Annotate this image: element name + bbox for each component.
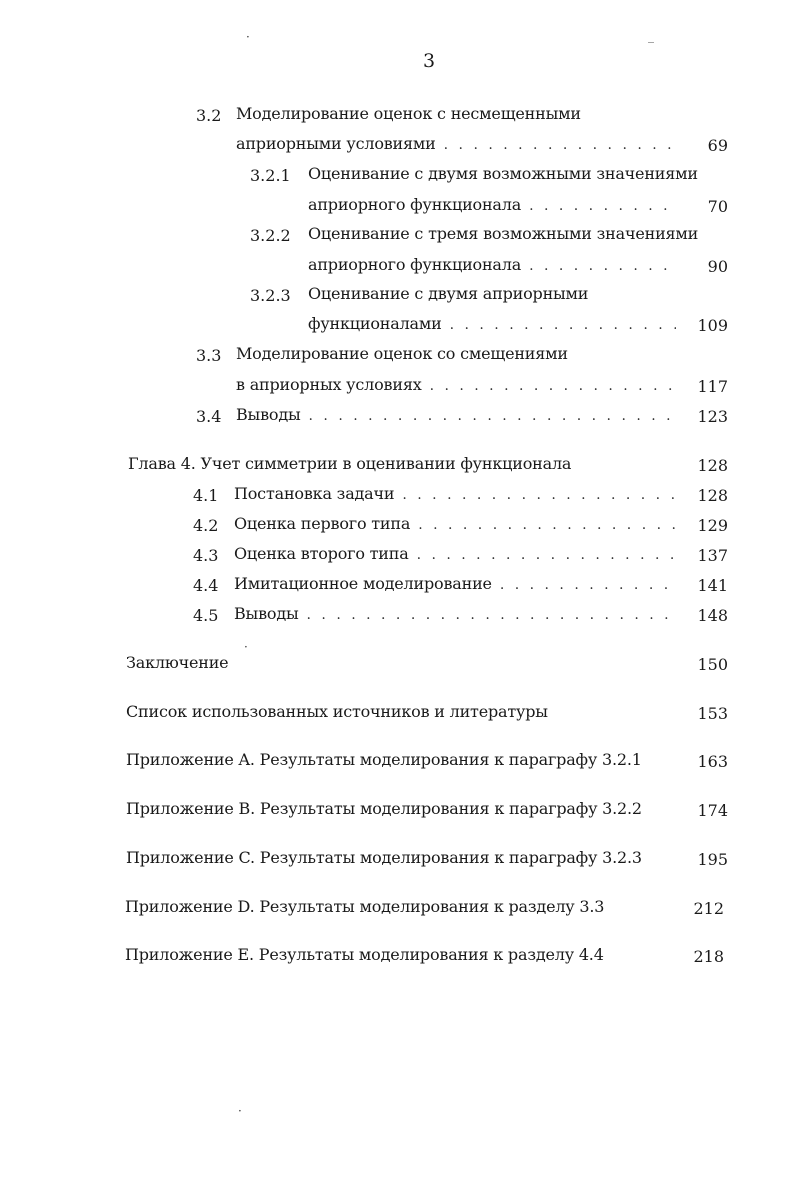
toc-entry-title: Оценивание с двумя возможными значениями <box>308 164 698 183</box>
toc-dot-leader <box>529 198 676 214</box>
toc-entry-title: априорного функционала <box>308 255 522 274</box>
toc-page-number: 137 <box>697 546 728 565</box>
toc-dot-leader <box>450 317 676 333</box>
toc-page-number: 128 <box>697 456 728 475</box>
toc-entry-title: Моделирование оценок со смещениями <box>236 344 568 363</box>
toc-appendix-title: Приложение B. Результаты моделирования к параграфу 3.2.2 <box>126 799 642 818</box>
toc-section-number: 4.4 <box>193 576 219 595</box>
scan-speck: ‾ <box>648 40 654 54</box>
toc-entry-title: Оценка второго типа <box>234 544 409 563</box>
toc-entry[interactable] <box>234 484 682 510</box>
toc-entry[interactable] <box>308 314 682 340</box>
toc-page-number: 70 <box>707 197 728 216</box>
toc-page-number: 123 <box>697 407 728 426</box>
toc-entry-title: Постановка задачи <box>234 484 395 503</box>
toc-entry[interactable] <box>308 195 682 221</box>
toc-section-number: 3.2.1 <box>250 166 291 185</box>
page-number: 3 <box>422 50 436 72</box>
toc-appendix[interactable] <box>126 799 642 825</box>
toc-page-number: 212 <box>693 899 724 918</box>
toc-appendix-title: Приложение A. Результаты моделирования к параграфу 3.2.1 <box>126 750 642 769</box>
scan-speck: · <box>238 1104 242 1118</box>
toc-appendix[interactable] <box>125 945 604 971</box>
toc-appendix-title: Приложение C. Результаты моделирования к параграфу 3.2.3 <box>126 848 642 867</box>
toc-entry[interactable] <box>234 604 682 630</box>
toc-entry[interactable] <box>234 514 682 540</box>
toc-section-number: 3.3 <box>196 346 222 365</box>
toc-dot-leader <box>500 577 676 593</box>
toc-entry-title-line1 <box>236 344 568 370</box>
toc-dot-leader <box>529 258 676 274</box>
toc-section-number: 4.3 <box>193 546 219 565</box>
toc-chapter-title: Глава 4. Учет симметрии в оценивании функционала <box>128 454 572 473</box>
toc-entry[interactable] <box>236 134 682 160</box>
toc-entry-title: Выводы <box>236 405 301 424</box>
toc-section-number: 3.2 <box>196 106 222 125</box>
toc-page-number: 195 <box>697 850 728 869</box>
toc-page-number: 148 <box>697 606 728 625</box>
toc-section-number: 3.4 <box>196 407 222 426</box>
toc-section-number: 3.2.2 <box>250 226 291 245</box>
toc-entry-title: Выводы <box>234 604 299 623</box>
toc-entry-title: в априорных условиях <box>236 375 422 394</box>
toc-entry[interactable] <box>236 405 682 431</box>
toc-page-number: 117 <box>697 377 728 396</box>
toc-conclusion[interactable] <box>126 653 228 679</box>
toc-entry-title: априорного функционала <box>308 195 522 214</box>
toc-entry-title: Оценивание с двумя априорными <box>308 284 589 303</box>
toc-entry-title-line1 <box>308 284 588 310</box>
toc-section-number: 4.2 <box>193 516 219 535</box>
toc-page-number: 141 <box>697 576 728 595</box>
toc-dot-leader <box>418 517 676 533</box>
toc-entry-title: априорными условиями <box>236 134 436 153</box>
toc-entry-title-line1 <box>308 224 698 250</box>
scan-speck: · <box>246 30 250 44</box>
toc-section-number: 3.2.3 <box>250 286 291 305</box>
toc-appendix[interactable] <box>126 848 642 874</box>
toc-dot-leader <box>402 487 676 503</box>
toc-dot-leader <box>444 137 676 153</box>
toc-appendix-title: Приложение E. Результаты моделирования к разделу 4.4 <box>125 945 604 964</box>
toc-page-number: 153 <box>697 704 728 723</box>
toc-entry-title: Оценивание с тремя возможными значениями <box>308 224 699 243</box>
toc-page-number: 69 <box>707 136 728 155</box>
toc-entry[interactable] <box>234 544 682 570</box>
toc-entry-title: Имитационное моделирование <box>234 574 492 593</box>
toc-references[interactable] <box>126 702 548 728</box>
toc-page-number: 150 <box>697 655 728 674</box>
toc-section-number: 4.1 <box>193 486 219 505</box>
toc-page-number: 163 <box>697 752 728 771</box>
toc-page-number: 90 <box>707 257 728 276</box>
toc-page-number: 128 <box>697 486 728 505</box>
toc-entry[interactable] <box>308 255 682 281</box>
scan-speck: · <box>244 640 248 654</box>
toc-chapter[interactable] <box>128 454 571 480</box>
toc-page-number: 109 <box>697 316 728 335</box>
toc-page-number: 129 <box>697 516 728 535</box>
toc-dot-leader <box>417 547 676 563</box>
toc-entry[interactable] <box>234 574 682 600</box>
toc-appendix[interactable] <box>126 750 642 776</box>
toc-dot-leader <box>309 408 676 424</box>
toc-appendix[interactable] <box>125 897 604 923</box>
toc-entry-title: функционалами <box>308 314 442 333</box>
toc-dot-leader <box>430 378 676 394</box>
toc-chapter-title: Заключение <box>126 653 229 672</box>
toc-page-number: 218 <box>693 947 724 966</box>
toc-page-number: 174 <box>697 801 728 820</box>
toc-entry[interactable] <box>236 375 682 401</box>
toc-entry-title: Моделирование оценок с несмещенными <box>236 104 581 123</box>
toc-appendix-title: Приложение D. Результаты моделирования к разделу 3.3 <box>125 897 605 916</box>
toc-entry-title-line1 <box>236 104 581 130</box>
toc-dot-leader <box>307 607 676 623</box>
toc-entry-title-line1 <box>308 164 698 190</box>
toc-chapter-title: Список использованных источников и литературы <box>126 702 548 721</box>
toc-section-number: 4.5 <box>193 606 219 625</box>
toc-entry-title: Оценка первого типа <box>234 514 411 533</box>
